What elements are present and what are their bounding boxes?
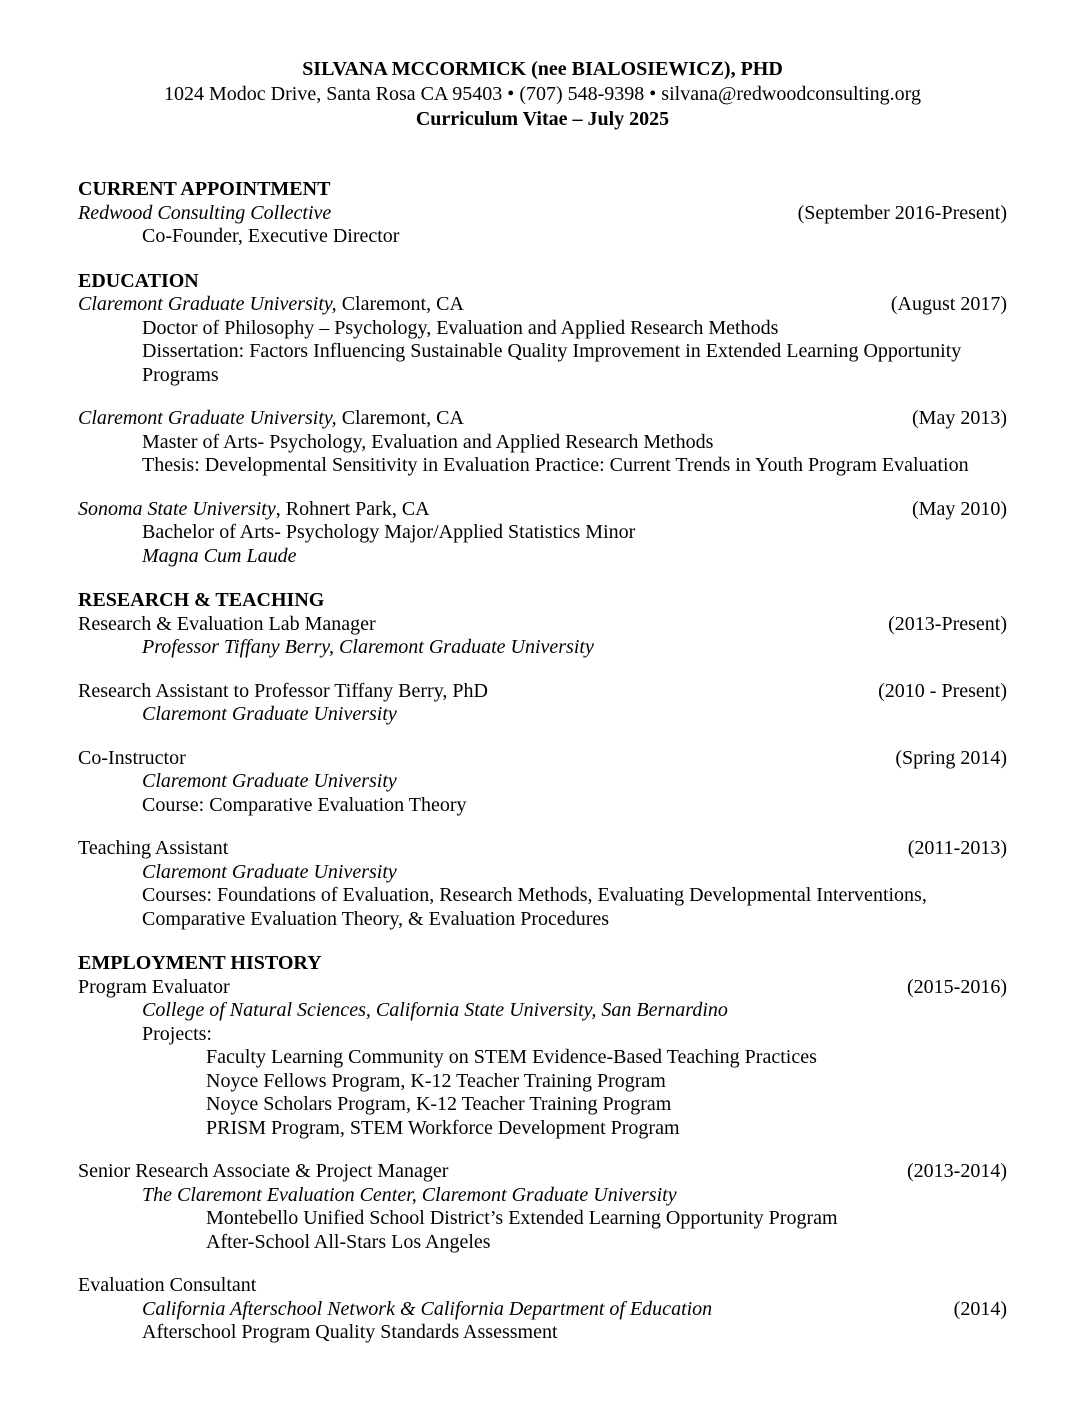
entry-title-text: Senior Research Associate & Project Manager	[78, 1160, 449, 1182]
entry-title-text: Research & Evaluation Lab Manager	[78, 612, 376, 635]
entry-title-italic: Claremont Graduate University,	[78, 407, 337, 429]
cv-body	[78, 178, 1007, 1345]
entry-detail-row	[78, 770, 1007, 794]
entry-date: (2013-Present)	[888, 612, 1007, 635]
entry-detail-text: Claremont Graduate University	[142, 860, 397, 883]
entry-detail-text: Noyce Scholars Program, K-12 Teacher Training Program	[206, 1093, 672, 1115]
entry-detail-row	[78, 364, 1007, 388]
entry-detail-text: Course: Comparative Evaluation Theory	[142, 793, 467, 816]
cv-entry	[78, 407, 1007, 478]
entry-title-text: , Rohnert Park, CA	[275, 497, 430, 520]
cv-entry	[78, 293, 1007, 387]
entry-detail-text: PRISM Program, STEM Workforce Development Program	[206, 1116, 680, 1139]
entry-detail-row	[78, 1023, 1007, 1047]
entry-date: (2013-2014)	[907, 1160, 1007, 1182]
entry-detail-row	[78, 1184, 1007, 1208]
entry-detail-text: Afterschool Program Quality Standards Assessment	[142, 1321, 558, 1343]
cv-entry	[78, 202, 1007, 249]
entry-detail-text: Courses: Foundations of Evaluation, Research Methods, Evaluating Developmental Interventions,	[142, 884, 927, 906]
cv-section	[78, 952, 1007, 1345]
entry-detail-row	[78, 794, 1007, 818]
cv-subtitle: Curriculum Vitae – July 2025	[415, 108, 670, 130]
entry-detail-text: Dissertation: Factors Influencing Sustainable Quality Improvement in Extended Learning Opportunity	[142, 340, 962, 362]
entry-detail-row	[78, 454, 1007, 478]
entry-title	[78, 747, 186, 771]
entry-detail-row	[78, 340, 1007, 364]
cv-entry	[78, 680, 1007, 727]
entry-title-row	[78, 1274, 1007, 1298]
entry-detail-row	[78, 636, 1007, 660]
entry-detail-row	[78, 1117, 1007, 1141]
cv-entry	[78, 613, 1007, 660]
entry-detail-row	[78, 1046, 1007, 1070]
entry-title-row	[78, 1160, 1007, 1184]
entry-date: (2010 - Present)	[878, 679, 1007, 702]
entry-title	[78, 613, 376, 637]
entry-title	[78, 407, 464, 431]
entry-detail-row	[78, 1298, 1007, 1322]
entry-title-italic: Redwood Consulting Collective	[78, 201, 332, 224]
entry-detail-row	[78, 431, 1007, 455]
entry-title-italic: Claremont Graduate University,	[78, 293, 337, 315]
cv-section	[78, 589, 1007, 931]
entry-detail-text: Co-Founder, Executive Director	[142, 225, 400, 247]
entry-detail-text: Comparative Evaluation Theory, & Evaluation Procedures	[142, 907, 610, 930]
section-heading: RESEARCH & TEACHING	[78, 589, 325, 611]
entry-date: (2011-2013)	[907, 837, 1007, 859]
entry-title	[78, 498, 430, 522]
entry-detail-text: Claremont Graduate University	[142, 703, 397, 725]
section-heading: EDUCATION	[78, 269, 199, 292]
entry-detail-text: After-School All-Stars Los Angeles	[206, 1230, 491, 1253]
entry-title-text: Evaluation Consultant	[78, 1274, 257, 1296]
entry-detail-row	[78, 521, 1007, 545]
entry-detail-text: Doctor of Philosophy – Psychology, Evaluation and Applied Research Methods	[142, 316, 779, 339]
entry-detail-text: Faculty Learning Community on STEM Evidence-Based Teaching Practices	[206, 1046, 817, 1068]
entry-detail-row	[78, 1093, 1007, 1117]
entry-detail-text: Master of Arts- Psychology, Evaluation and Applied Research Methods	[142, 430, 714, 453]
entry-title-text: Program Evaluator	[78, 975, 230, 998]
entry-title-italic: Sonoma State University	[78, 497, 276, 520]
entry-date: (2015-2016)	[907, 975, 1007, 998]
entry-title-text: Claremont, CA	[336, 407, 464, 429]
entry-title-row	[78, 202, 1007, 226]
entry-date: (2014)	[953, 1297, 1007, 1320]
entry-detail-row	[78, 908, 1007, 932]
entry-detail-row	[78, 1231, 1007, 1255]
entry-detail-row	[78, 999, 1007, 1023]
entry-detail-row	[78, 884, 1007, 908]
entry-title-row	[78, 837, 1007, 861]
entry-detail-text: College of Natural Sciences, California State University, San Bernardino	[142, 999, 728, 1021]
entry-title-text: Teaching Assistant	[78, 837, 229, 859]
cv-header	[78, 57, 1007, 132]
entry-detail-text: Magna Cum Laude	[142, 544, 297, 567]
entry-title-text: Research Assistant to Professor Tiffany Berry, PhD	[78, 679, 488, 702]
entry-detail-row	[78, 1207, 1007, 1231]
entry-title	[78, 293, 464, 317]
cv-entry	[78, 498, 1007, 569]
entry-title	[78, 1274, 256, 1298]
entry-title-row	[78, 680, 1007, 704]
entry-title-row	[78, 613, 1007, 637]
cv-entry	[78, 1274, 1007, 1345]
section-heading: EMPLOYMENT HISTORY	[78, 952, 322, 974]
entry-date: (August 2017)	[890, 293, 1007, 315]
cv-entry	[78, 747, 1007, 818]
person-name: SILVANA MCCORMICK (nee BIALOSIEWICZ), PHD	[302, 58, 783, 80]
entry-title-row	[78, 407, 1007, 431]
entry-detail-row	[78, 1321, 1007, 1345]
entry-detail-text: Claremont Graduate University	[142, 770, 397, 792]
entry-title-row	[78, 976, 1007, 1000]
entry-detail-text: Programs	[142, 363, 219, 386]
entry-title-row	[78, 293, 1007, 317]
entry-title	[78, 976, 230, 1000]
entry-date: (Spring 2014)	[895, 746, 1007, 769]
entry-title-row	[78, 498, 1007, 522]
entry-title-row	[78, 747, 1007, 771]
entry-title-text: Co-Instructor	[78, 746, 186, 769]
entry-detail-text: Professor Tiffany Berry, Claremont Graduate University	[142, 636, 594, 658]
entry-detail-row	[78, 703, 1007, 727]
entry-detail-text: Bachelor of Arts- Psychology Major/Applied Statistics Minor	[142, 521, 636, 543]
entry-title	[78, 837, 228, 861]
entry-detail-text: Montebello Unified School District’s Extended Learning Opportunity Program	[206, 1207, 838, 1229]
contact-line: 1024 Modoc Drive, Santa Rosa CA 95403 • (707) 548-9398 • silvana@redwoodconsulting.org	[164, 83, 921, 105]
section-heading: CURRENT APPOINTMENT	[78, 178, 331, 200]
entry-detail-text: Noyce Fellows Program, K-12 Teacher Training Program	[206, 1069, 666, 1092]
cv-section	[78, 270, 1007, 569]
entry-title	[78, 1160, 448, 1184]
cv-entry	[78, 976, 1007, 1141]
entry-detail-row	[78, 225, 1007, 249]
entry-detail-text: Thesis: Developmental Sensitivity in Evaluation Practice: Current Trends in Youth Program Evaluation	[142, 454, 969, 476]
entry-date: (May 2013)	[912, 407, 1007, 429]
entry-detail-text: California Afterschool Network & California Department of Education	[142, 1297, 713, 1320]
entry-detail-row	[78, 1070, 1007, 1094]
cv-entry	[78, 837, 1007, 931]
cv-entry	[78, 1160, 1007, 1254]
entry-detail-text: The Claremont Evaluation Center, Claremont Graduate University	[142, 1183, 677, 1206]
entry-detail-row	[78, 861, 1007, 885]
entry-detail-text: Projects:	[142, 1022, 212, 1045]
cv-section	[78, 178, 1007, 249]
entry-title	[78, 680, 488, 704]
entry-detail-row	[78, 317, 1007, 341]
entry-title-text: Claremont, CA	[336, 293, 464, 315]
entry-title	[78, 202, 331, 226]
entry-date: (September 2016-Present)	[797, 201, 1007, 224]
entry-detail-row	[78, 545, 1007, 569]
entry-date: (May 2010)	[912, 497, 1007, 520]
